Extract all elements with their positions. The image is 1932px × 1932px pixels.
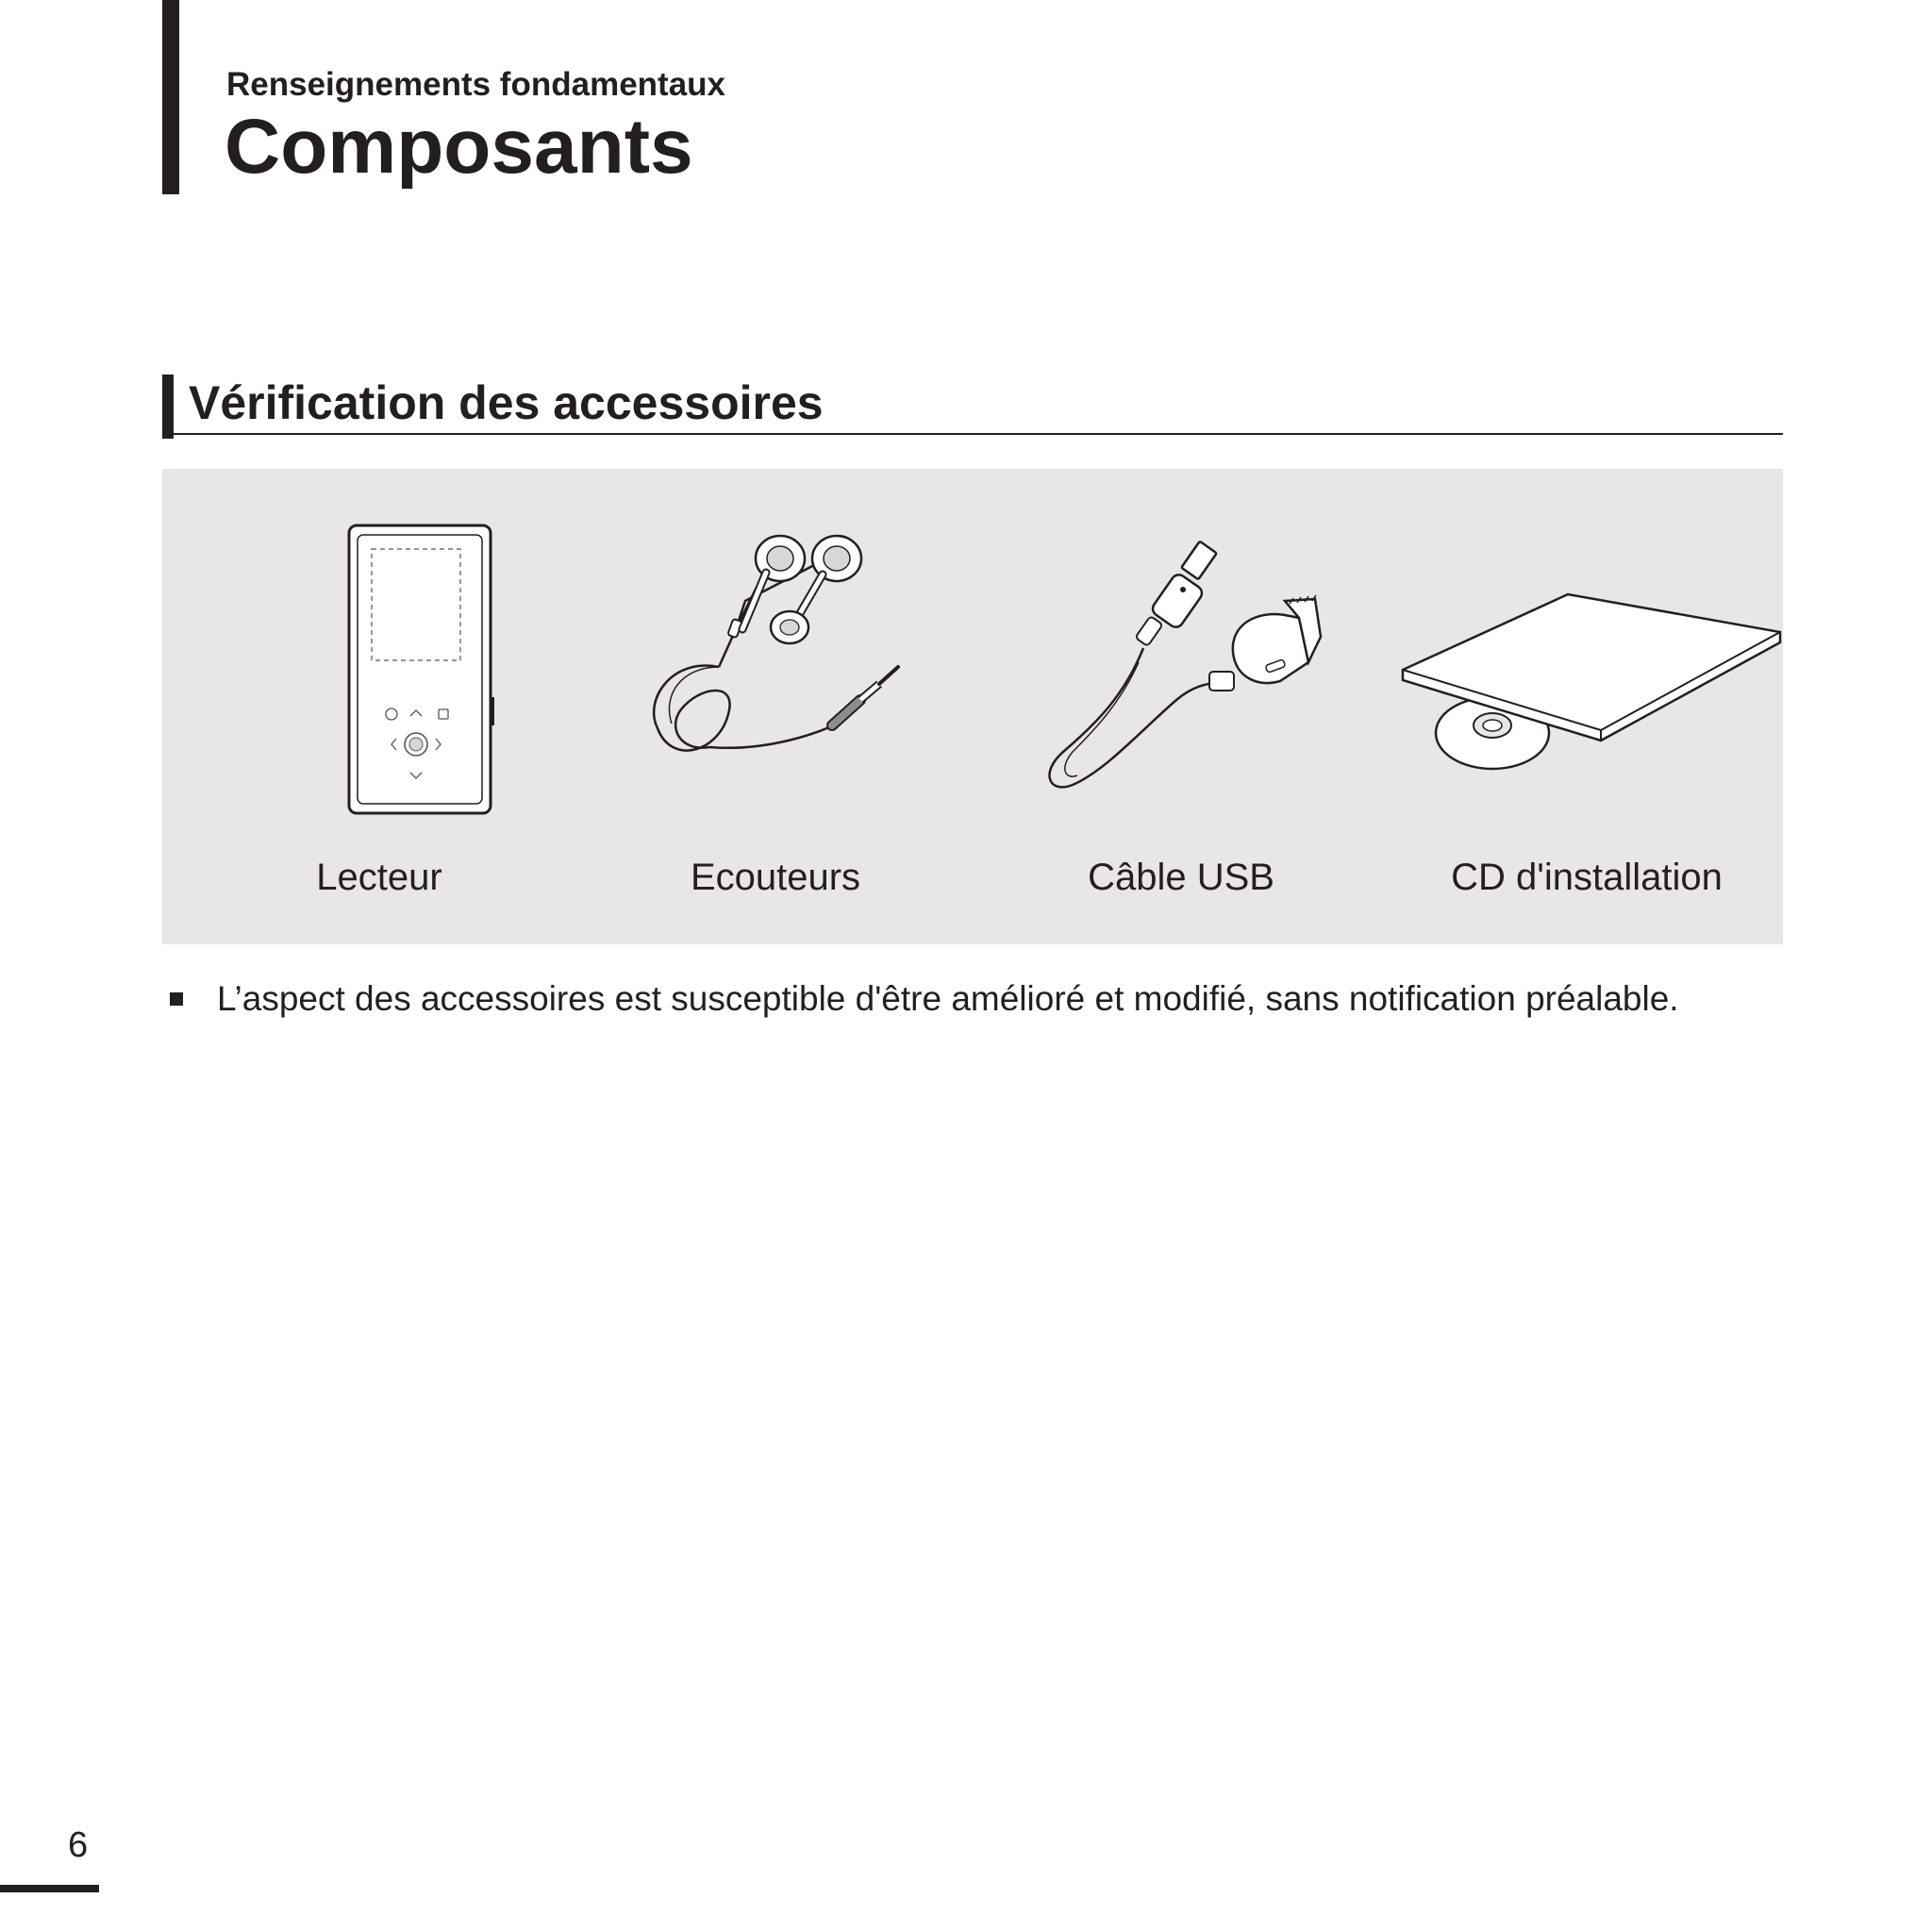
- usb-cable-icon: [983, 469, 1379, 846]
- accessory-earphones: [577, 469, 974, 944]
- accessory-installation-cd: [1389, 469, 1785, 944]
- header-accent-bar: [162, 0, 179, 194]
- chapter-kicker: Renseignements fondamentaux: [226, 66, 725, 103]
- note-item: [170, 975, 1792, 1023]
- section-accent-bar: [162, 375, 174, 439]
- section-title: Vérification des accessoires: [189, 376, 824, 429]
- section-divider: [174, 433, 1783, 435]
- accessory-usb-cable: [983, 469, 1379, 944]
- accessories-panel: [162, 469, 1783, 944]
- accessory-label-usb-cable: Câble USB: [1088, 857, 1274, 898]
- installation-cd-icon: [1389, 469, 1785, 846]
- note-text: L’aspect des accessoires est susceptible d'être amélioré et modifié, sans notification préalable.: [217, 979, 1679, 1018]
- accessory-player: [200, 469, 558, 944]
- accessory-label-earphones: Ecouteurs: [690, 857, 861, 898]
- page-title: Composants: [225, 104, 693, 190]
- accessory-label-player: Lecteur: [316, 857, 442, 898]
- accessory-label-installation-cd: CD d'installation: [1451, 857, 1723, 898]
- note-bullet: [170, 992, 183, 1006]
- page-number: 6: [68, 1825, 89, 1865]
- earphones-icon: [577, 469, 974, 846]
- mp3-player-icon: [200, 469, 558, 846]
- page-number-rule: [0, 1885, 99, 1892]
